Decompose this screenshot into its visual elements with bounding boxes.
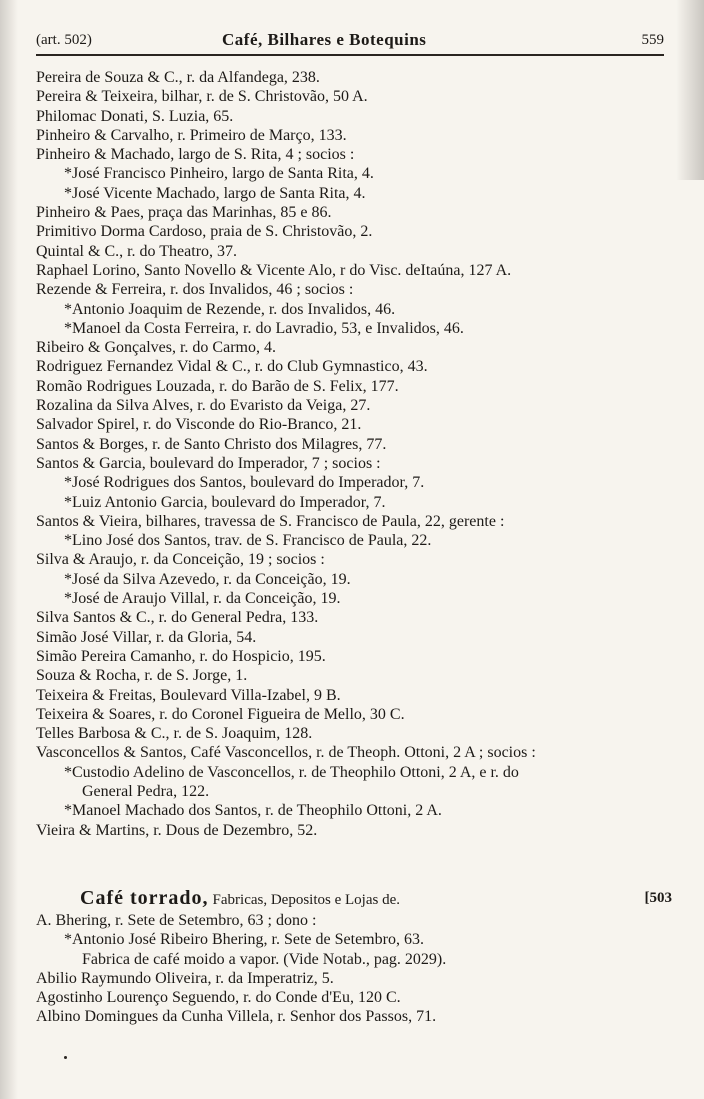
partner-entry: *Manoel da Costa Ferreira, r. do Lavradio, 53, e Invalidos, 46. bbox=[64, 319, 464, 337]
header-rule bbox=[36, 54, 664, 56]
listing-entry: Silva Santos & C., r. do General Pedra, 133. bbox=[36, 609, 319, 627]
listing-entry: Agostinho Lourenço Seguendo, r. do Conde d'Eu, 120 C. bbox=[36, 989, 401, 1007]
partner-entry-continuation: General Pedra, 122. bbox=[82, 782, 210, 800]
partner-entry: *José Rodrigues dos Santos, boulevard do Imperador, 7. bbox=[64, 474, 425, 492]
page-title: Café, Bilhares e Botequins bbox=[222, 30, 427, 49]
listing-entry: Simão José Villar, r. da Gloria, 54. bbox=[36, 628, 257, 646]
listing-entry: Rozalina da Silva Alves, r. do Evaristo da Veiga, 27. bbox=[36, 397, 371, 415]
business-listing bbox=[36, 68, 684, 840]
partner-entry: *Luiz Antonio Garcia, boulevard do Imperador, 7. bbox=[64, 493, 386, 511]
partner-entry: *Custodio Adelino de Vasconcellos, r. de Theophilo Ottoni, 2 A, e r. do bbox=[64, 763, 519, 781]
listing-entry: Rezende & Ferreira, r. dos Invalidos, 46 ; socios : bbox=[36, 281, 354, 299]
listing-entry: Pinheiro & Machado, largo de S. Rita, 4 ; socios : bbox=[36, 146, 355, 164]
listing-entry: Simão Pereira Camanho, r. do Hospicio, 195. bbox=[36, 647, 326, 665]
listing-entry: Santos & Vieira, bilhares, travessa de S. Francisco de Paula, 22, gerente : bbox=[36, 512, 505, 530]
listing-entry: Rodriguez Fernandez Vidal & C., r. do Club Gymnastico, 43. bbox=[36, 358, 428, 376]
listing-entry: Silva & Araujo, r. da Conceição, 19 ; socios : bbox=[36, 551, 325, 569]
listing-entry: Salvador Spirel, r. do Visconde do Rio-Branco, 21. bbox=[36, 416, 362, 434]
page-edge-shadow bbox=[0, 0, 18, 1099]
section-heading bbox=[36, 887, 684, 909]
section-title: Café torrado, bbox=[80, 887, 209, 909]
partner-entry: *Manoel Machado dos Santos, r. de Theophilo Ottoni, 2 A. bbox=[64, 802, 442, 820]
listing-entry: Primitivo Dorma Cardoso, praia de S. Christovão, 2. bbox=[36, 223, 373, 241]
listing-entry: Vieira & Martins, r. Dous de Dezembro, 52. bbox=[36, 821, 318, 839]
listing-entry: Teixeira & Freitas, Boulevard Villa-Izabel, 9 B. bbox=[36, 686, 341, 704]
partner-entry: *Antonio Joaquim de Rezende, r. dos Invalidos, 46. bbox=[64, 300, 396, 318]
listing-entry: Pinheiro & Carvalho, r. Primeiro de Março, 133. bbox=[36, 126, 347, 144]
partner-entry: *José Francisco Pinheiro, largo de Santa Rita, 4. bbox=[64, 165, 374, 183]
page-header bbox=[36, 28, 664, 54]
note-entry: Fabrica de café moido a vapor. (Vide Notab., pag. 2029). bbox=[82, 950, 447, 968]
section-listing bbox=[36, 911, 684, 1027]
listing-entry: Santos & Borges, r. de Santo Christo dos Milagres, 77. bbox=[36, 435, 387, 453]
listing-entry: Pinheiro & Paes, praça das Marinhas, 85 e 86. bbox=[36, 204, 332, 222]
listing-entry: Pereira de Souza & C., r. da Alfandega, 238. bbox=[36, 69, 320, 86]
section-number: [503 bbox=[644, 890, 672, 906]
listing-entry: Philomac Donati, S. Luzia, 65. bbox=[36, 107, 234, 125]
partner-entry: *José da Silva Azevedo, r. da Conceição, 19. bbox=[64, 570, 351, 588]
listing-entry: Telles Barbosa & C., r. de S. Joaquim, 128. bbox=[36, 725, 313, 743]
listing-entry: Abilio Raymundo Oliveira, r. da Imperatriz, 5. bbox=[36, 969, 334, 987]
section-subtitle: Fabricas, Depositos e Lojas de. bbox=[212, 892, 400, 908]
listing-entry: Pereira & Teixeira, bilhar, r. de S. Christovão, 50 A. bbox=[36, 88, 368, 106]
listing-entry: Santos & Garcia, boulevard do Imperador, 7 ; socios : bbox=[36, 454, 381, 472]
partner-entry: *José Vicente Machado, largo de Santa Rita, 4. bbox=[64, 184, 366, 202]
listing-entry: Quintal & C., r. do Theatro, 37. bbox=[36, 242, 238, 260]
article-reference: (art. 502) bbox=[36, 32, 92, 48]
ink-speck bbox=[64, 1056, 67, 1059]
cafe-torrado-section bbox=[36, 887, 684, 1027]
listing-entry: Souza & Rocha, r. de S. Jorge, 1. bbox=[36, 667, 248, 685]
listing-entry: Albino Domingues da Cunha Villela, r. Senhor dos Passos, 71. bbox=[36, 1008, 437, 1026]
listing-entry: A. Bhering, r. Sete de Setembro, 63 ; dono : bbox=[36, 912, 317, 929]
page-number: 559 bbox=[641, 32, 664, 48]
partner-entry: *Lino José dos Santos, trav. de S. Francisco de Paula, 22. bbox=[64, 532, 432, 550]
listing-entry: Ribeiro & Gonçalves, r. do Carmo, 4. bbox=[36, 339, 276, 357]
listing-entry: Romão Rodrigues Louzada, r. do Barão de S. Felix, 177. bbox=[36, 377, 399, 395]
listing-entry: Teixeira & Soares, r. do Coronel Figueira de Mello, 30 C. bbox=[36, 705, 405, 723]
partner-entry: *Antonio José Ribeiro Bhering, r. Sete de Setembro, 63. bbox=[64, 931, 424, 949]
listing-entry: Vasconcellos & Santos, Café Vasconcellos, r. de Theoph. Ottoni, 2 A ; socios : bbox=[36, 744, 536, 762]
listing-entry: Raphael Lorino, Santo Novello & Vicente Alo, r do Visc. deItaúna, 127 A. bbox=[36, 261, 512, 279]
partner-entry: *José de Araujo Villal, r. da Conceição, 19. bbox=[64, 590, 341, 608]
